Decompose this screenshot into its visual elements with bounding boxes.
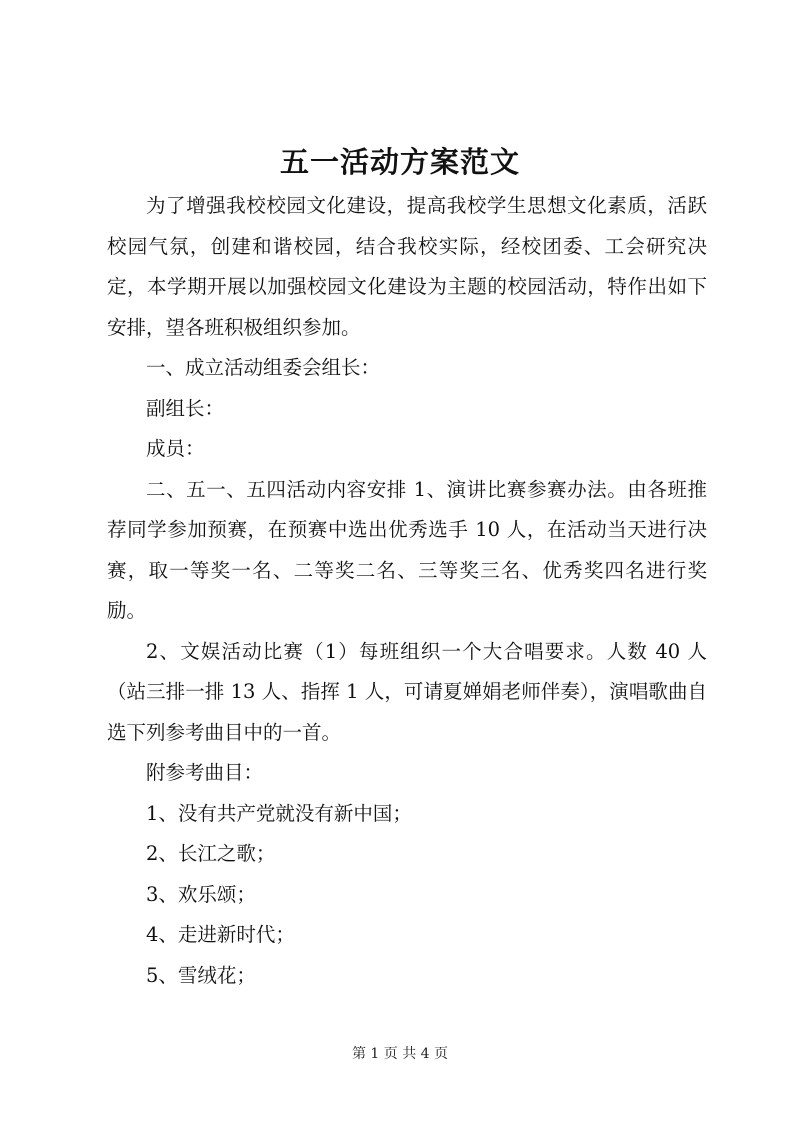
- page-total: 共 4 页: [402, 1046, 449, 1062]
- list-item: 4、走进新时代；: [146, 923, 295, 946]
- page-number: 第 1 页: [351, 1046, 398, 1062]
- page-footer: [0, 1044, 800, 1064]
- document-title: 五一活动方案范文: [279, 145, 520, 179]
- paragraph-song-list-heading: 附参考曲目：: [146, 761, 264, 784]
- list-item: 1、没有共产党就没有新中国；: [146, 801, 412, 825]
- list-item: 3、欢乐颂；: [146, 882, 256, 906]
- list-item: 2、长江之歌；: [146, 842, 276, 865]
- document-body: [107, 186, 707, 996]
- paragraph-vice-leader: 副组长：: [146, 396, 225, 420]
- paragraph-intro: 为了增强我校校园文化建设，提高我校学生思想文化素质，活跃校园气氛，创建和谐校园，结合我校实际，经校团委、工会研究决定，本学期开展以加强校园文化建设为主题的校园活动，特作出如下安排，望各班积极组织参加。: [107, 194, 707, 339]
- paragraph-members: 成员：: [146, 437, 205, 460]
- paragraph-section-two: 二、五一、五四活动内容安排 1、演讲比赛参赛办法。由各班推荐同学参加预赛，在预赛中选出优秀选手 10 人，在活动当天进行决赛，取一等奖一名、二等奖二名、三等奖三名、优秀奖四名进行奖励。: [107, 477, 707, 622]
- list-item: 5、雪绒花；: [146, 963, 256, 987]
- paragraph-section-one: 一、成立活动组委会组长：: [146, 356, 381, 379]
- paragraph-choir-contest: 2、文娱活动比赛（1）每班组织一个大合唱要求。人数 40 人（站三排一排 13 人、指挥 1 人，可请夏婵娟老师伴奏），演唱歌曲自选下列参考曲目中的一首。: [107, 639, 707, 744]
